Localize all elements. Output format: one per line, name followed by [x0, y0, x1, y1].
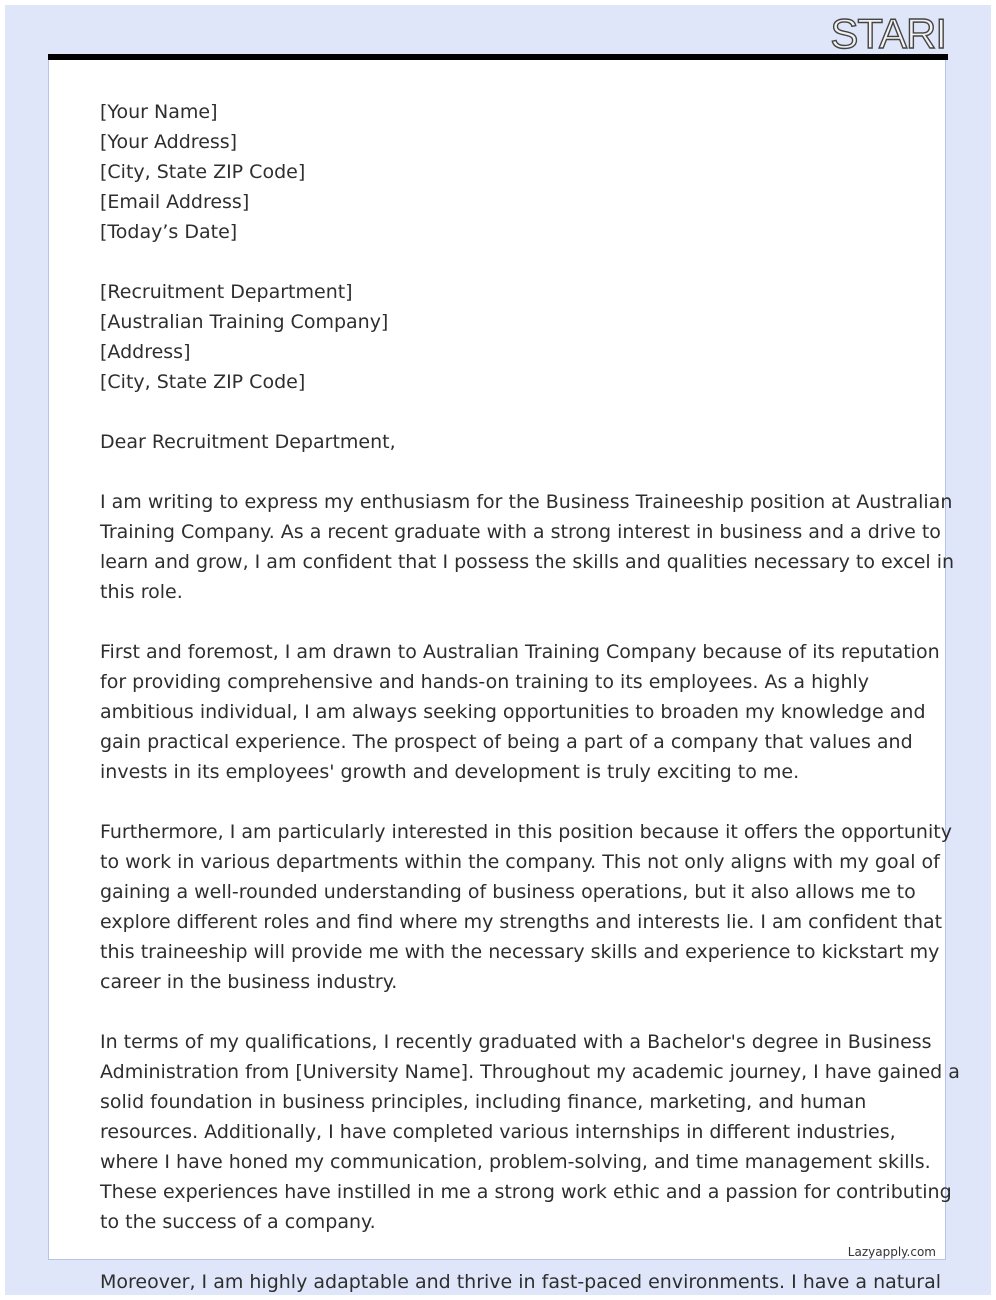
recipient-address: [Address] [100, 341, 191, 363]
paragraph-line: career in the business industry. [100, 971, 398, 993]
letter-date: [Today’s Date] [100, 221, 238, 243]
paragraph-line: where I have honed my communication, problem-solving, and time management skills. [100, 1151, 931, 1173]
sender-block [100, 97, 900, 247]
body-paragraph-2 [100, 637, 940, 787]
brand-logo: STARI [830, 10, 946, 57]
paragraph-line: In terms of my qualifications, I recently graduated with a Bachelor's degree in Business [100, 1031, 932, 1053]
paragraph-line: gaining a well-rounded understanding of business operations, but it also allows me to [100, 881, 916, 903]
sender-city: [City, State ZIP Code] [100, 161, 306, 183]
paragraph-line: explore different roles and find where my strengths and interests lie. I am confident that [100, 911, 943, 933]
continued-paragraph-line: Moreover, I am highly adaptable and thrive in fast-paced environments. I have a natural [100, 1271, 941, 1293]
paragraph-line: learn and grow, I am confident that I possess the skills and qualities necessary to excel in [100, 551, 955, 573]
sender-email: [Email Address] [100, 191, 250, 213]
paragraph-line: to the success of a company. [100, 1211, 376, 1233]
paragraph-line: this role. [100, 581, 183, 603]
body-paragraph-3 [100, 817, 952, 997]
recipient-company: [Australian Training Company] [100, 311, 389, 333]
recipient-department: [Recruitment Department] [100, 281, 353, 303]
recipient-block [100, 277, 900, 397]
paragraph-line: I am writing to express my enthusiasm for the Business Traineeship position at Australian [100, 491, 953, 513]
cover-letter [100, 97, 960, 1267]
paragraph-line: Furthermore, I am particularly interested in this position because it offers the opportunity [100, 821, 952, 843]
source-watermark: Lazyapply.com [847, 1245, 936, 1259]
body-paragraph-4 [100, 1027, 960, 1237]
paragraph-line: First and foremost, I am drawn to Australian Training Company because of its reputation [100, 641, 940, 663]
paragraph-line: gain practical experience. The prospect of being a part of a company that values and [100, 731, 913, 753]
paragraph-line: These experiences have instilled in me a strong work ethic and a passion for contributing [100, 1181, 952, 1203]
recipient-city: [City, State ZIP Code] [100, 371, 306, 393]
paragraph-line: invests in its employees' growth and development is truly exciting to me. [100, 761, 800, 783]
paragraph-line: Training Company. As a recent graduate with a strong interest in business and a drive to [100, 521, 941, 543]
paragraph-line: resources. Additionally, I have completed various internships in different industries, [100, 1121, 896, 1143]
paragraph-line: solid foundation in business principles, including finance, marketing, and human [100, 1091, 867, 1113]
paragraph-line: to work in various departments within the company. This not only aligns with my goal of [100, 851, 940, 873]
salutation [100, 427, 900, 457]
sender-name: [Your Name] [100, 101, 218, 123]
paragraph-line: this traineeship will provide me with the necessary skills and experience to kickstart my [100, 941, 940, 963]
paragraph-line: Administration from [University Name]. Throughout my academic journey, I have gained a [100, 1061, 960, 1083]
header-rule [48, 54, 948, 60]
paragraph-line: for providing comprehensive and hands-on training to its employees. As a highly [100, 671, 870, 693]
sender-address: [Your Address] [100, 131, 238, 153]
body-paragraph-1 [100, 487, 955, 607]
salutation-text: Dear Recruitment Department, [100, 431, 396, 453]
paragraph-line: ambitious individual, I am always seeking opportunities to broaden my knowledge and [100, 701, 926, 723]
